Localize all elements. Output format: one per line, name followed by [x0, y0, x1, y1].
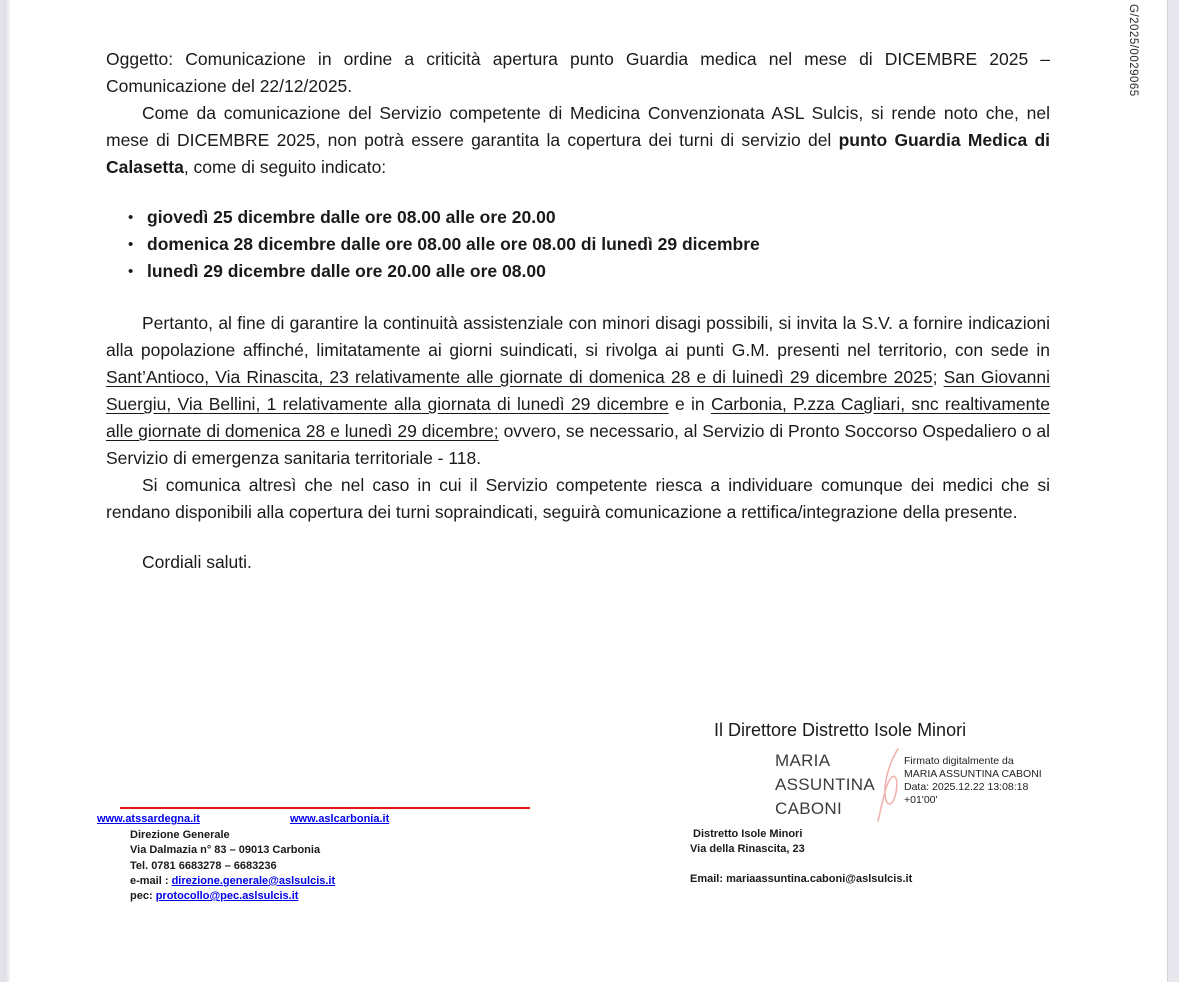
text-run: ovvero, se necessario, al Servizio di Pronto Soccorso Ospedaliero o al Servizio di emergenza sanitaria territoriale - 118. [106, 421, 1050, 468]
footer-right-block [690, 827, 912, 887]
paragraph-intro [106, 100, 1050, 181]
footer-contact-details [130, 828, 335, 904]
footer-red-rule [120, 807, 530, 809]
shift-bullet-list [106, 204, 1050, 285]
link-aslcarbonia[interactable]: www.aslcarbonia.it [290, 813, 390, 825]
closing-salutation: Cordiali saluti. [142, 552, 252, 572]
signature-name-line: ASSUNTINA [775, 775, 875, 794]
director-email: Email: mariaassuntina.caboni@aslsulcis.it [690, 873, 913, 885]
text-run: ; [932, 367, 944, 387]
viewer-left-edge [0, 0, 10, 982]
signature-name-line: CABONI [775, 799, 842, 818]
text-run: , come di seguito indicato: [183, 157, 387, 177]
footer-pec-link[interactable]: protocollo@pec.aslsulcis.it [155, 890, 299, 903]
footer-pec-row [130, 889, 335, 904]
bullet-item: • lunedì 29 dicembre dalle ore 20.00 alle ore 08.00 [106, 258, 1050, 285]
digital-signature-text-line: Firmato digitalmente da [904, 755, 1014, 767]
footer-email-label: e-mail : [130, 874, 172, 887]
footer-org-name: Direzione Generale [130, 829, 230, 841]
text-run: Sant’Antioco, Via Rinascita, 23 relativamente alle giornate di domenica 28 e di luinedì 29 dicembre 2025 [106, 367, 933, 387]
footer-phone: Tel. 0781 6683278 – 6683236 [130, 859, 277, 872]
digital-signature-name [775, 749, 875, 821]
digital-signature-text-line: Data: 2025.12.22 13:08:18 [904, 781, 1029, 793]
text-run: Come da comunicazione del Servizio competente di Medicina Convenzionata ASL Sulcis, si rende noto che, nel mese di DICEMBRE 2025, non potrà essere garantita la copertura dei turni di servizio del [106, 103, 1050, 150]
text-run: punto Guardia Medica di Calasetta [106, 130, 1050, 177]
signer-role: Il Direttore Distretto Isole Minori [714, 720, 967, 740]
bullet-item: • giovedì 25 dicembre dalle ore 08.00 alle ore 20.00 [106, 204, 1050, 231]
link-atssardegna[interactable]: www.atssardegna.it [97, 813, 200, 825]
subject-line: Oggetto: Comunicazione in ordine a criticità apertura punto Guardia medica nel mese di DICEMBRE 2025 – Comunicazione del 22/12/2025. [106, 49, 1050, 96]
protocol-number-vertical: G/2025/0029065 [1127, 4, 1139, 97]
footer-links-row [97, 813, 567, 825]
text-run: San Giovanni Suergiu, Via Bellini, 1 relativamente alla giornata di lunedì 29 dicembre [106, 367, 1050, 414]
digital-signature-text-line: +01'00' [904, 794, 938, 806]
footer-email-link[interactable]: direzione.generale@aslsulcis.it [171, 874, 336, 887]
district-address: Via della Rinascita, 23 [690, 843, 805, 855]
district-name: Distretto Isole Minori [693, 828, 803, 840]
footer-address: Via Dalmazia n° 83 – 09013 Carbonia [130, 844, 321, 857]
letter-body [106, 46, 1050, 576]
text-run: e in [668, 394, 711, 414]
paragraph-pertanto [106, 310, 1050, 472]
footer-pec-label: pec: [130, 890, 156, 903]
signature-name-line: MARIA [775, 751, 831, 770]
bullet-item: • domenica 28 dicembre dalle ore 08.00 alle ore 08.00 di lunedì 29 dicembre [106, 231, 1050, 258]
paragraph-si-comunica: Si comunica altresì che nel caso in cui il Servizio competente riesca a individuare comunque dei medici che si rendano disponibili alla copertura dei turni sopraindicati, seguirà comunicazione a rettifica/integrazione della presente. [106, 475, 1050, 522]
digital-signature-text-line: MARIA ASSUNTINA CABONI [904, 768, 1042, 780]
viewer-right-edge [1167, 0, 1179, 982]
digital-signature-details [904, 755, 1042, 807]
text-run: Pertanto, al fine di garantire la continuità assistenziale con minori disagi possibili, si invita la S.V. a fornire indicazioni alla popolazione affinché, limitatamente ai giorni suindicati, si rivolga ai punti G.M. presenti nel territorio, con sede in [106, 313, 1050, 360]
footer-email-row [130, 874, 335, 889]
text-run: Carbonia, P.zza Cagliari, snc realtivamente alle giornate di domenica 28 e lunedì 29 dicembre; [106, 394, 1050, 441]
